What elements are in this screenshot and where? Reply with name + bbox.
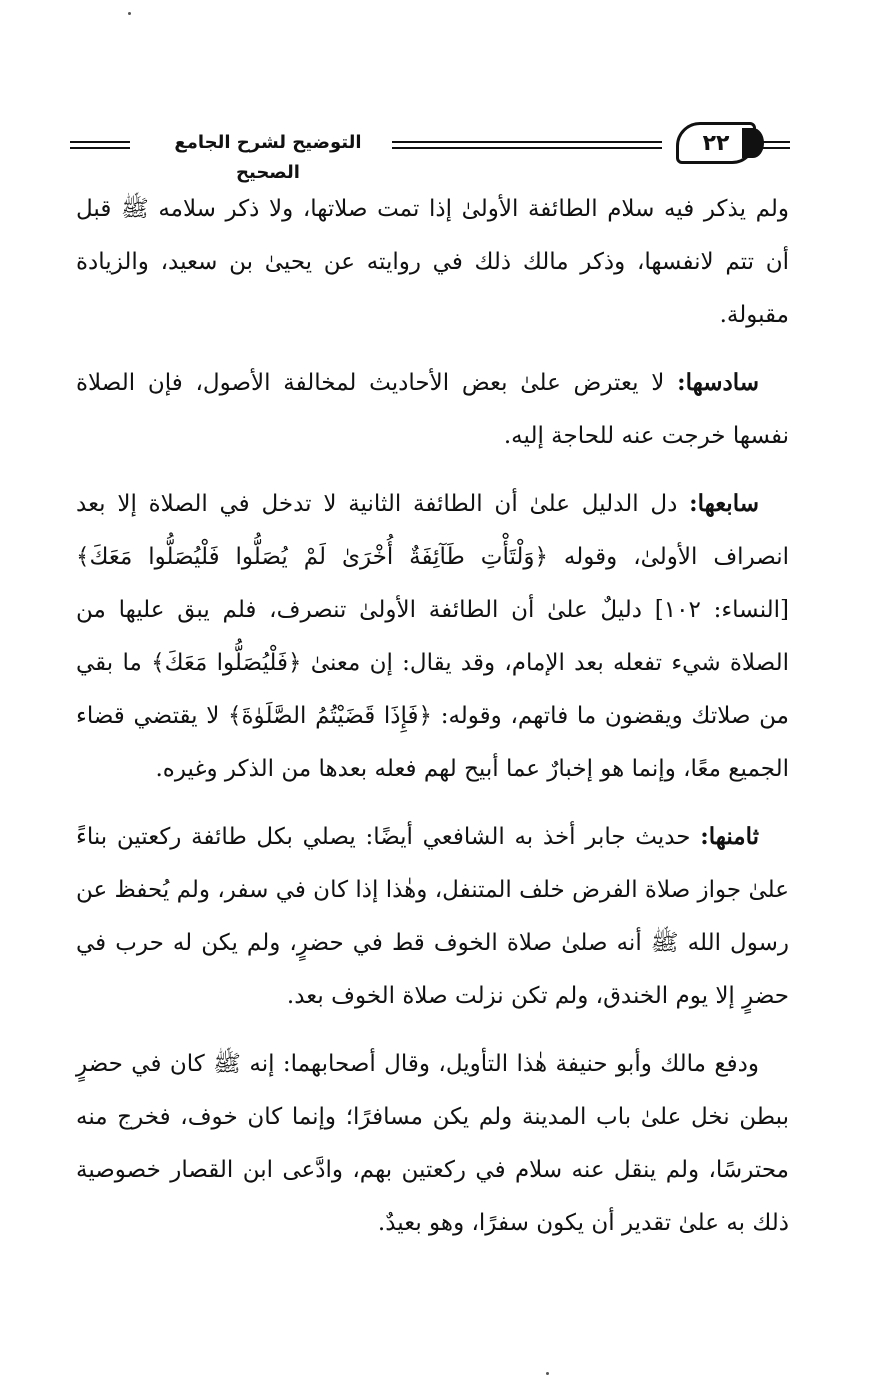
paragraph-text: لا يعترض علىٰ بعض الأحاديث لمخالفة الأصول، فإن الصلاة نفسها خرجت عنه للحاجة إليه. <box>76 370 789 449</box>
paragraph-continuation <box>76 182 789 342</box>
paragraph-eighth <box>76 810 789 1023</box>
scan-speck <box>546 1372 549 1375</box>
page-number: ٢٢ <box>676 122 756 164</box>
paragraph-rebuttal <box>76 1037 789 1250</box>
header-rule-middle <box>392 141 662 149</box>
paragraph-text: حديث جابر أخذ به الشافعي أيضًا: يصلي بكل طائفة ركعتين بناءً علىٰ جواز صلاة الفرض خلف المتنفل، وهٰذا إذا كان في سفر، ولم يُحفظ عن رسول الله ﷺ أنه صلىٰ صلاة الخوف قط في حضرٍ، ولم يكن له حرب في حضرٍ إلا يوم الخندق، ولم تكن نزلت صلاة الخوف بعد. <box>76 824 789 1009</box>
page-body <box>76 182 789 1264</box>
paragraph-lead: ثامنها: <box>700 823 759 850</box>
paragraph-text: دل الدليل علىٰ أن الطائفة الثانية لا تدخل في الصلاة إلا بعد انصراف الأولىٰ، وقوله ﴿وَلْتَأْتِ طَآئِفَةٌ أُخْرَىٰ لَمْ يُصَلُّوا فَلْيُصَلُّوا مَعَكَ﴾ [النساء: ١٠٢] دليلٌ علىٰ أن الطائفة الأولىٰ تنصرف، فلم يبق عليها من الصلاة شيء تفعله بعد الإمام، وقد يقال: إن معنىٰ ﴿فَلْيُصَلُّوا مَعَكَ﴾ ما بقي من صلاتك ويقضون ما فاتهم، وقوله: ﴿فَإِذَا قَضَيْتُمُ الصَّلَوٰةَ﴾ لا يقتضي قضاء الجميع معًا، وإنما هو إخبارٌ عما أبيح لهم فعله بعدها من الذكر وغيره. <box>76 491 790 782</box>
book-title: التوضيح لشرح الجامع الصحيح <box>174 132 362 183</box>
running-header <box>70 118 790 183</box>
header-rule-left <box>70 141 130 149</box>
paragraph-sixth <box>76 356 789 463</box>
header-rule-right <box>760 141 790 149</box>
paragraph-lead: سادسها: <box>677 369 759 396</box>
scan-speck <box>128 12 131 15</box>
paragraph-lead: سابعها: <box>689 490 759 517</box>
paragraph-text: ودفع مالك وأبو حنيفة هٰذا التأويل، وقال أصحابهما: إنه ﷺ كان في حضرٍ ببطن نخل علىٰ باب المدينة ولم يكن مسافرًا؛ وإنما كان خوف، فخرج منه محترسًا، ولم ينقل عنه سلام في ركعتين بهم، وادَّعى ابن القصار خصوصية ذلك به علىٰ تقدير أن يكون سفرًا، وهو بعيدٌ. <box>76 1051 789 1236</box>
paragraph-text: ولم يذكر فيه سلام الطائفة الأولىٰ إذا تمت صلاتها، ولا ذكر سلامه ﷺ قبل أن تتم لانفسها، وذكر مالك ذلك في روايته عن يحيىٰ بن سعيد، والزيادة مقبولة. <box>76 196 789 328</box>
paragraph-seventh <box>76 477 789 796</box>
